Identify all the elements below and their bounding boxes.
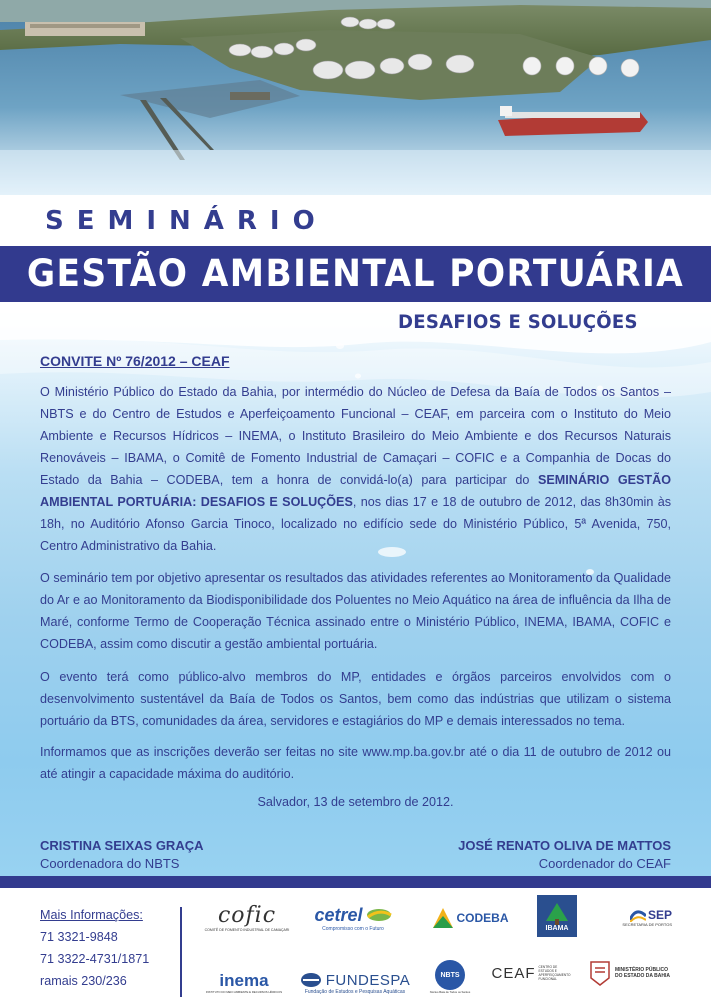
paragraph-objective: O seminário tem por objetivo apresentar os resultados das atividades referentes ao Monitoramento da Qualidade do Ar e ao Monitoramento da Biodisponibilidade dos Poluentes no Meio Aquático na área de influência da Ilha de Maré, conforme Termo de Cooperação Técnica assinado entre o Ministério Público, INEMA, IBAMA, COFIC e CODEBA, assim como discutir a gestão ambiental portuária. xyxy=(40,571,671,651)
cofic-logo xyxy=(204,900,290,936)
footer-divider xyxy=(180,907,182,997)
sep-logo xyxy=(612,900,672,934)
fundespa-mark-icon xyxy=(300,972,322,988)
sep-logo-text: SEP xyxy=(647,907,672,922)
nbts-circle-icon xyxy=(435,960,465,990)
cetrel-logo-subtext: Compromisso com o Futuro xyxy=(322,925,384,932)
footer-bar xyxy=(0,876,711,888)
info-title: Mais Informações: xyxy=(40,908,143,922)
paragraph-intro-highlight: SEMINÁRIO GESTÃO AMBIENTAL PORTUÁRIA: DESAFIOS E SOLUÇÕES xyxy=(40,473,672,509)
invitation-number: CONVITE Nº 76/2012 – CEAF xyxy=(40,353,230,369)
mp-logo-text: MINISTÉRIO PÚBLICO DO ESTADO DA BAHIA xyxy=(615,967,670,979)
nbts-logo xyxy=(430,955,470,999)
nbts-logo-text: NBTS xyxy=(440,971,460,979)
event-kicker: SEMINÁRIO xyxy=(45,206,328,236)
cofic-logo-subtext: COMITÊ DE FOMENTO INDUSTRIAL DE CAMAÇARI xyxy=(204,928,290,932)
ibama-logo-text: IBAMA xyxy=(545,924,569,932)
fundespa-logo xyxy=(296,966,414,1000)
paragraph-registration: Informamos que as inscrições deverão ser feitas no site www.mp.ba.gov.br até o dia 11 de outubro de 2012 ou até atingir a capacidade máxima do auditório. xyxy=(40,745,671,781)
info-phone-1: 71 3321-9848 xyxy=(40,930,118,944)
event-subtitle: DESAFIOS E SOLUÇÕES xyxy=(398,311,638,333)
codeba-logo-text: CODEBA xyxy=(456,911,509,925)
ibama-logo xyxy=(537,895,577,937)
fundespa-logo-text: FUNDESPA xyxy=(325,971,411,989)
paragraph-intro xyxy=(40,381,671,557)
sep-logo-subtext: SECRETARIA DE PORTOS xyxy=(622,921,672,927)
paragraph-intro-text-1: O Ministério Público do Estado da Bahia, por intermédio do Núcleo de Defesa da Baía de Todos os Santos – NBTS e do Centro de Estudos e Aperfeiçoamento Funcional – CEAF, em parceira com o Instituto do Meio Ambiente e Recursos Hídricos – INEMA, o Instituto Brasileiro do Meio Ambiente e dos Recursos Naturais Renováveis – IBAMA, o Comitê de Fomento Industrial de Camaçari – COFIC e a Companhia de Docas do Estado da Bahia – CODEBA, tem a honra de convidá-lo(a) para participar do xyxy=(40,385,671,487)
paragraph-audience: O evento terá como público-alvo membros do MP, entidades e órgãos parceiros envolvidos com o desenvolvimento sustentável da Baía de Todos os Santos, bem como das indústrias que utilizam o sistema portuário da BTS, comunidades da área, servidores e estagiários do MP e demais interessados no tema. xyxy=(40,670,671,728)
cofic-logo-text: cofic xyxy=(217,903,277,928)
event-title: GESTÃO AMBIENTAL PORTUÁRIA xyxy=(26,252,685,295)
inema-logo-text: inema xyxy=(219,971,269,990)
signature-left-role: Coordenadora do NBTS xyxy=(40,856,180,871)
ceaf-logo xyxy=(489,958,573,988)
signing-date: Salvador, 13 de setembro de 2012. xyxy=(257,795,454,809)
ceaf-logo-text: CEAF xyxy=(491,964,536,982)
ceaf-logo-subtext: CENTRO DE ESTUDOS E APERFEIÇOAMENTO FUNCIONAL xyxy=(538,965,571,981)
ibama-tree-icon xyxy=(544,901,570,925)
signature-right-name: JOSÉ RENATO OLIVA DE MATTOS xyxy=(458,838,671,853)
fundespa-logo-subtext: Fundação de Estudos e Pesquisas Aquáticas xyxy=(304,988,406,995)
inema-logo-subtext: INSTITUTO DO MEIO AMBIENTE E RECURSOS HÍDRICOS xyxy=(205,990,283,994)
info-extensions: ramais 230/236 xyxy=(40,974,127,988)
nbts-logo-subtext: Núcleo Baía de Todos os Santos xyxy=(429,990,471,994)
codeba-mark-icon xyxy=(433,908,453,928)
inema-logo xyxy=(205,968,283,998)
info-phone-2: 71 3322-4731/1871 xyxy=(40,952,150,966)
signature-left-name: CRISTINA SEIXAS GRAÇA xyxy=(40,838,204,853)
cetrel-logo xyxy=(308,900,398,936)
mp-bahia-logo xyxy=(586,958,678,988)
cetrel-leaf-icon xyxy=(366,907,392,923)
sep-wave-icon xyxy=(630,908,646,922)
codeba-logo xyxy=(430,905,512,931)
mp-seal-icon xyxy=(589,960,611,986)
paragraph-intro-text-2: , nos dias 17 e 18 de outubro de 2012, das 8h30min às 18h, no Auditório Afonso Garcia Tinoco, localizado no edifício sede do Ministério Público, 5ª Avenida, 750, Centro Administrativo da Bahia. xyxy=(40,495,671,553)
cetrel-logo-text: cetrel xyxy=(314,904,363,925)
signature-right-role: Coordenador do CEAF xyxy=(538,856,671,871)
port-aerial-photo xyxy=(0,0,711,195)
